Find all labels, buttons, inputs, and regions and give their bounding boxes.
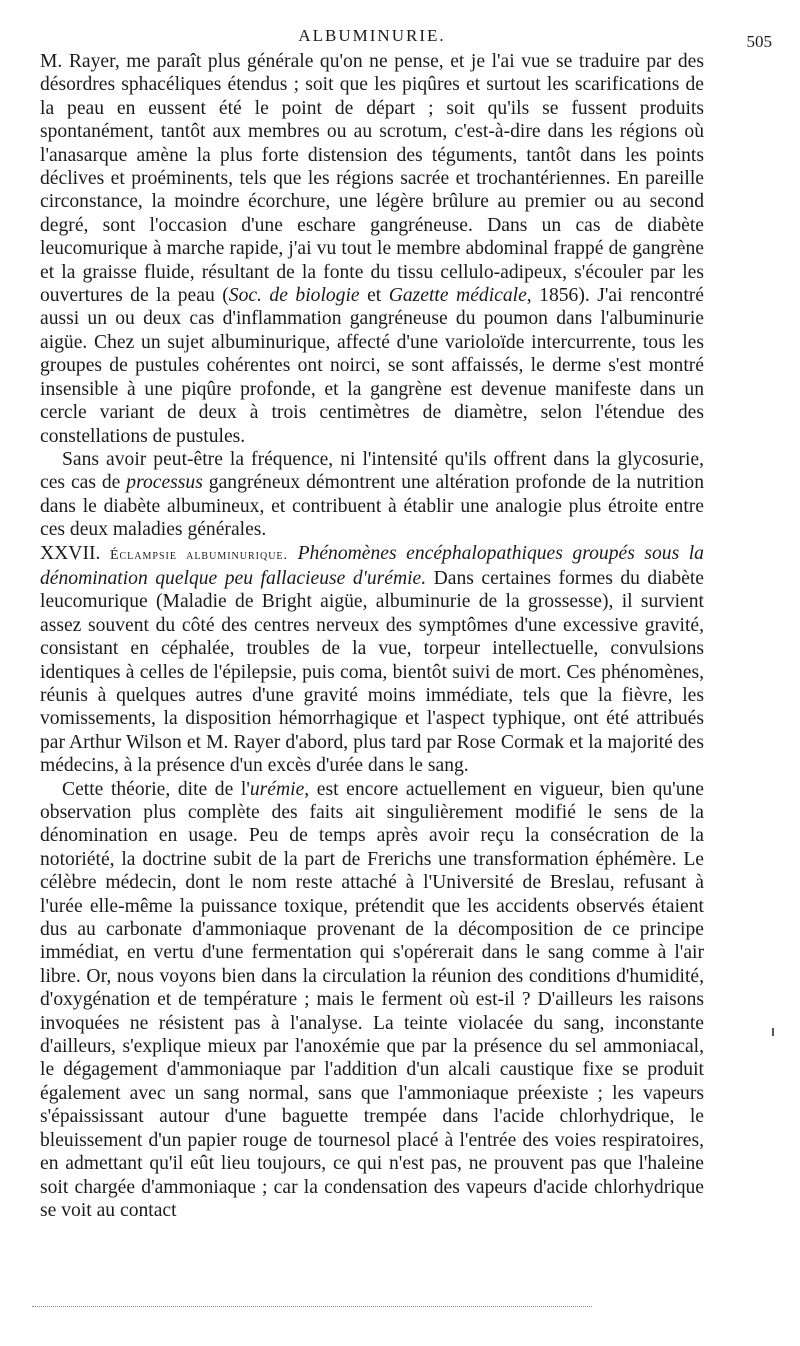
body-text xyxy=(40,50,704,1222)
bottom-rule xyxy=(32,1306,592,1307)
paragraph xyxy=(40,448,704,542)
margin-mark xyxy=(772,1028,774,1036)
page-number: 505 xyxy=(746,32,772,51)
paragraph xyxy=(40,778,704,1223)
running-title: ALBUMINURIE. xyxy=(298,26,446,45)
running-head xyxy=(40,20,772,51)
paragraph-continuation xyxy=(40,50,704,448)
section-title: Éclampsie albuminurique. xyxy=(109,547,289,563)
citation-title: Gazette médicale xyxy=(388,285,527,307)
paragraph-text: , 1856). J'ai rencontré aussi un ou deux cas d'inflammation gangréneuse du poumon dans l'albuminurie aigüe. Chez un sujet albuminurique, affecté d'une varioloïde intercurrente, tous les groupes de pustules cohérentes ont noirci, se sont affaissés, le derme s'est montré insensible à une piqûre profonde, et la gangrène est devenue manifeste dans un cercle variant de deux à trois centimètres de diamètre, selon l'étendue des constellations de pustules. xyxy=(40,285,704,447)
section-paragraph xyxy=(40,542,704,778)
section-number: XXVII. xyxy=(40,542,101,564)
paragraph-text: Sans avoir peut-être la fréquence, ni l'intensité qu'ils offrent dans la glycosurie, ces cas de xyxy=(40,448,704,494)
section-subtitle: Phénomènes encéphalopathiques groupés sous la dénomination quelque peu fallacieuse d'urémie. xyxy=(40,542,704,589)
paragraph-text: et xyxy=(359,285,389,307)
paragraph-text: Cette théorie, dite de l' xyxy=(62,778,250,800)
paragraph-text: M. Rayer, me paraît plus générale qu'on ne pense, et je l'ai vue se traduire par des désordres sphacéliques étendus ; soit que les piqûres et surtout les scarifications de la peau en eussent été le point de départ ; soit qu'ils se fussent produits spontanément, tantôt aux membres ou au scrotum, c'est-à-dire dans les régions où l'anasarque amène la plus forte distension des téguments, tantôt dans les points déclives et proéminents, tels que les régions sacrée et trochantériennes. En pareille circonstance, la moindre écorchure, une légère brûlure au premier ou au second degré, sont l'occasion d'une eschare gangréneuse. Dans un cas de diabète leucomurique à marche rapide, j'ai vu tout le membre abdominal frappé de gangrène et la graisse fluide, résultant de la fonte du tissu cellulo-adipeux, s'écouler par les ouvertures de la peau ( xyxy=(40,51,704,307)
paragraph-text: gangréneux démontrent une altération profonde de la nutrition dans le diabète albumineux, et contribuent à établir une analogie plus étroite entre ces deux maladies générales. xyxy=(40,472,704,541)
paragraph-text: Dans certaines formes du diabète leucomurique (Maladie de Bright aigüe, albuminurie de la grossesse), il survient assez souvent du côté des centres nerveux des symptômes d'une excessive gravité, consistant en céphalée, troubles de la vue, torpeur intellectuelle, convulsions identiques à celles de l'épilepsie, puis coma, bientôt suivi de mort. Ces phénomènes, réunis à quelques autres d'une gravité moins immédiate, tels que la fièvre, les vomissements, la disposition hémorrhagique et l'aspect typhique, ont été attribués par Arthur Wilson et M. Rayer d'abord, plus tard par Rose Cormak et la majorité des médecins, à la présence d'un excès d'urée dans le sang. xyxy=(40,567,704,777)
citation-title: Soc. de biologie xyxy=(228,285,360,307)
paragraph-text: , est encore actuellement en vigueur, bien qu'une observation plus complète des faits ait singulièrement modifié le sens de la dénomination en usage. Peu de temps après avoir reçu la consécration de la notoriété, la doctrine subit de la part de Frerichs une transformation éphémère. Le célèbre médecin, dont le nom reste attaché à l'Université de Breslau, refusant à l'urée elle-même la puissance toxique, prétendit que les accidents observés étaient dus au carbonate d'ammoniaque provenant de la décomposition de ce principe immédiat, en vertu d'une fermentation qui s'opérerait dans le sang comme à l'air libre. Or, nous voyons bien dans la circulation la réunion des conditions d'humidité, d'oxygénation et de température ; mais le ferment où est-il ? D'ailleurs les raisons invoquées ne résistent pas à l'analyse. La teinte violacée du sang, inconstante d'ailleurs, s'explique mieux par l'anoxémie que par la présence du sel ammoniacal, le dégagement d'ammoniaque par l'addition d'un alcali caustique fixe se produit également avec un sang normal, sans que l'ammoniaque préexiste ; les vapeurs s'épaississant autour d'une baguette trempée dans l'acide chlorhydrique, le bleuissement d'un papier rouge de tournesol placé à l'entrée des voies respiratoires, en admettant qu'il eût lieu toujours, ce qui n'est pas, ne prouvent pas que l'haleine soit chargée d'ammoniaque ; car la condensation des vapeurs d'acide chlorhydrique se voit au contact xyxy=(40,778,704,1221)
italic-term: processus xyxy=(126,472,203,494)
italic-term: urémie xyxy=(249,778,305,800)
